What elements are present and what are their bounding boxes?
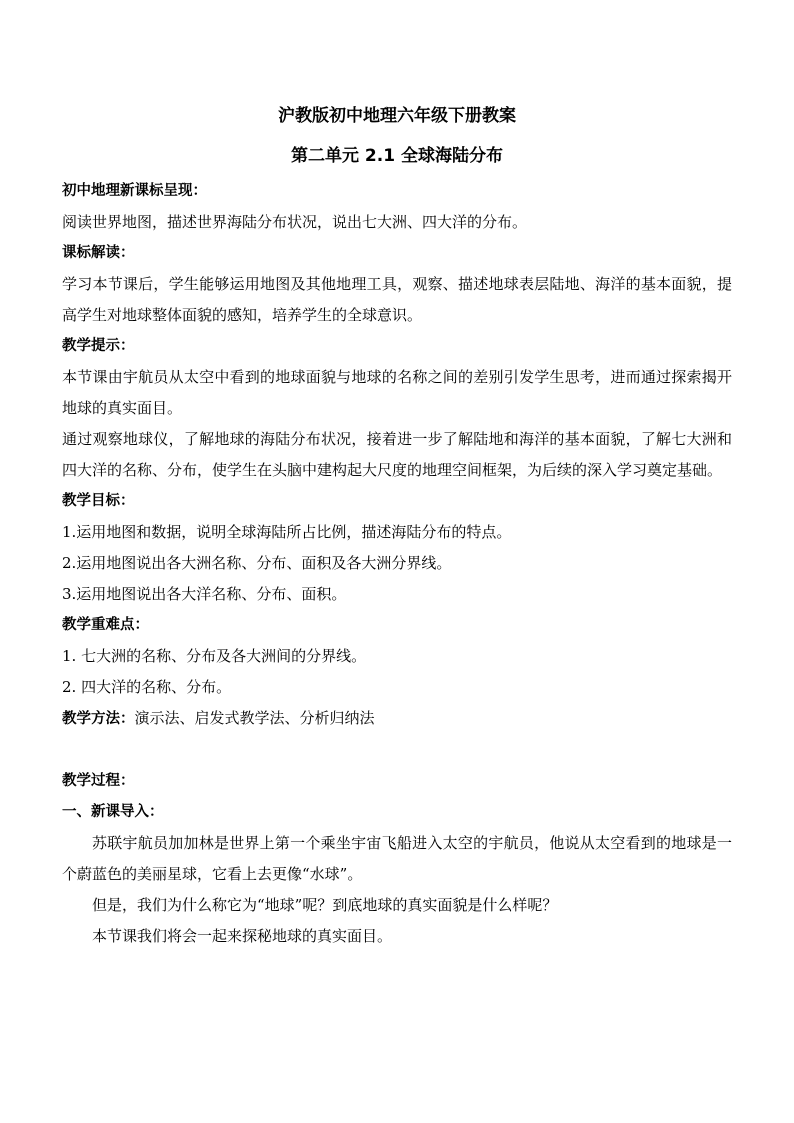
objective-item-3: 3.运用地图说出各大洋名称、分布、面积。 bbox=[62, 585, 347, 603]
document-page bbox=[62, 100, 732, 952]
tips-paragraph-2: 通过观察地球仪，了解地球的海陆分布状况，接着进一步了解陆地和海洋的基本面貌，了解七大洲和四大洋的名称、分布，使学生在头脑中建构起大尺度的地理空间框架，为后续的深入学习奠定基础。 bbox=[62, 430, 732, 479]
objective-item-1: 1.运用地图和数据，说明全球海陆所占比例，描述海陆分布的特点。 bbox=[62, 523, 512, 541]
document-subtitle: 第二单元 2.1 全球海陆分布 bbox=[291, 146, 503, 166]
methods-text: 演示法、启发式教学法、分析归纳法 bbox=[134, 709, 375, 727]
process-step1-heading: 一、新课导入： bbox=[62, 804, 164, 820]
process-paragraph-2: 但是，我们为什么称它为“地球”呢？到底地球的真实面貌是什么样呢？ bbox=[92, 896, 558, 914]
objectives-heading: 教学目标： bbox=[62, 493, 135, 509]
keypoint-item-2: 2. 四大洋的名称、分布。 bbox=[62, 678, 232, 696]
keypoint-item-1: 1. 七大洲的名称、分布及各大洲间的分界线。 bbox=[62, 647, 367, 665]
process-paragraph-1: 苏联宇航员加加林是世界上第一个乘坐宇宙飞船进入太空的宇航员，他说从太空看到的地球是一个蔚蓝色的美丽星球，它看上去更像“水球”。 bbox=[62, 834, 732, 883]
curriculum-text: 阅读世界地图，描述世界海陆分布状况，说出七大洲、四大洋的分布。 bbox=[62, 213, 528, 231]
curriculum-heading: 初中地理新课标呈现： bbox=[62, 183, 207, 199]
methods-line bbox=[62, 703, 732, 735]
objective-item-2: 2.运用地图说出各大洲名称、分布、面积及各大洲分界线。 bbox=[62, 554, 452, 572]
process-paragraph-3: 本节课我们将会一起来探秘地球的真实面目。 bbox=[92, 927, 393, 945]
interpretation-heading: 课标解读： bbox=[62, 245, 135, 261]
interpretation-text: 学习本节课后，学生能够运用地图及其他地理工具，观察、描述地球表层陆地、海洋的基本面貌，提高学生对地球整体面貌的感知，培养学生的全球意识。 bbox=[62, 275, 732, 324]
spacer bbox=[62, 735, 732, 766]
methods-heading: 教学方法： bbox=[62, 711, 135, 727]
document-title: 沪教版初中地理六年级下册教案 bbox=[278, 106, 516, 126]
tips-paragraph-1: 本节课由宇航员从太空中看到的地球面貌与地球的名称之间的差别引发学生思考，进而通过探索揭开地球的真实面目。 bbox=[62, 368, 732, 417]
tips-heading: 教学提示： bbox=[62, 338, 135, 354]
keypoints-heading: 教学重难点： bbox=[62, 617, 149, 633]
process-heading: 教学过程： bbox=[62, 773, 135, 789]
